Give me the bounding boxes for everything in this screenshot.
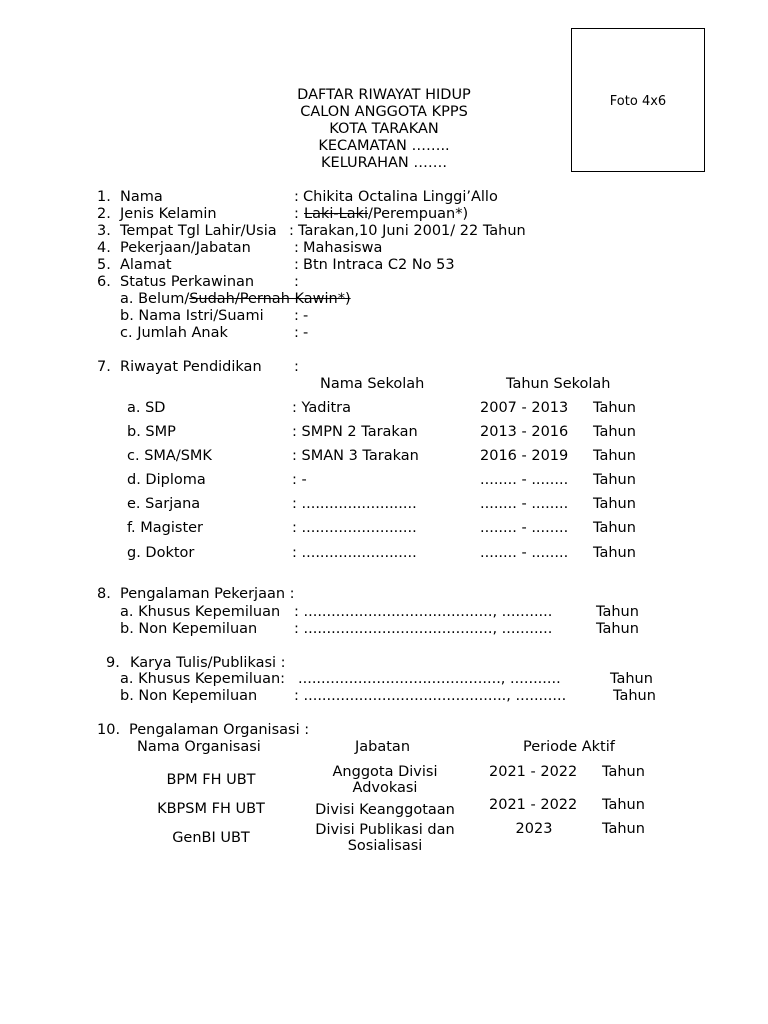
column-header-period: Periode Aktif [523, 739, 615, 755]
section-title-publications: Karya Tulis/Publikasi : [130, 655, 286, 671]
field-label-ttl: Tempat Tgl Lahir/Usia [120, 223, 277, 239]
education-unit: Tahun [593, 496, 636, 512]
education-level: c. SMA/SMK [127, 448, 212, 464]
education-level: g. Doktor [127, 545, 195, 561]
education-unit: Tahun [593, 448, 636, 464]
education-years: 2007 - 2013 [480, 400, 569, 416]
column-header-role: Jabatan [355, 739, 411, 755]
org-role-line: Divisi Keanggotaan [315, 802, 455, 818]
separator: : [294, 240, 299, 256]
field-value-children: - [303, 325, 309, 341]
field-label-children: c. Jumlah Anak [120, 325, 228, 341]
education-years: ........ - ........ [480, 496, 569, 512]
education-level: f. Magister [127, 520, 204, 536]
field-value-nama: Chikita Octalina Linggi’Allo [303, 189, 498, 205]
section-title-work: Pengalaman Pekerjaan : [120, 586, 295, 602]
publication-unit-b: Tahun [613, 688, 656, 704]
org-unit: Tahun [602, 821, 645, 837]
separator: : [294, 274, 299, 290]
education-unit: Tahun [593, 520, 636, 536]
status-a-label: a. Belum/ [120, 291, 190, 307]
org-name: GenBI UBT [172, 830, 250, 846]
education-years: ........ - ........ [480, 472, 569, 488]
education-level: a. SD [127, 400, 166, 416]
separator: : [294, 359, 299, 375]
item-number: 9. [106, 655, 120, 671]
education-school: : Yaditra [292, 400, 352, 416]
education-years: ........ - ........ [480, 545, 569, 561]
section-title-organization: Pengalaman Organisasi : [129, 722, 310, 738]
education-years: ........ - ........ [480, 520, 569, 536]
work-unit-b: Tahun [596, 621, 639, 637]
education-school: : ......................... [292, 520, 417, 536]
org-role [305, 822, 465, 854]
education-school: : - [292, 472, 307, 488]
item-number: 1. [97, 189, 111, 205]
education-school: : ......................... [292, 545, 417, 561]
status-option-a [120, 291, 351, 308]
education-years: 2016 - 2019 [480, 448, 569, 464]
education-years: 2013 - 2016 [480, 424, 569, 440]
item-number: 8. [97, 586, 111, 602]
separator: : [294, 257, 299, 273]
field-label-spouse: b. Nama Istri/Suami [120, 308, 264, 324]
org-period: 2021 - 2022 [489, 797, 578, 813]
education-level: e. Sarjana [127, 496, 201, 512]
separator: : [294, 206, 299, 222]
field-value-ttl: Tarakan,10 Juni 2001/ 22 Tahun [298, 223, 526, 239]
header-city: KOTA TARAKAN [329, 121, 439, 137]
work-label-a: a. Khusus Kepemiluan [120, 604, 281, 620]
work-value-a: : ........................................., ........... [294, 604, 553, 620]
column-header-school: Nama Sekolah [320, 376, 425, 392]
field-label-jenis-kelamin: Jenis Kelamin [120, 206, 217, 222]
publication-unit-a: Tahun [610, 671, 653, 687]
work-label-b: b. Non Kepemiluan [120, 621, 258, 637]
publication-value-b: : ............................................, ........... [294, 688, 567, 704]
org-unit: Tahun [602, 797, 645, 813]
item-number: 2. [97, 206, 111, 222]
education-unit: Tahun [593, 472, 636, 488]
org-role-line: Advokasi [352, 780, 418, 796]
item-number: 10. [97, 722, 121, 738]
work-value-b: : ........................................., ........... [294, 621, 553, 637]
struck-text: Laki-Laki [304, 206, 369, 222]
field-label-nama: Nama [120, 189, 163, 205]
education-level: d. Diploma [127, 472, 206, 488]
field-value-alamat: Btn Intraca C2 No 53 [303, 257, 455, 273]
org-period: 2023 [515, 821, 553, 837]
education-school: : SMAN 3 Tarakan [292, 448, 419, 464]
education-unit: Tahun [593, 400, 636, 416]
publication-value-a: ............................................, ........... [298, 671, 561, 687]
org-role-line: Sosialisasi [347, 838, 423, 854]
field-label-pekerjaan: Pekerjaan/Jabatan [120, 240, 251, 256]
work-unit-a: Tahun [596, 604, 639, 620]
item-number: 3. [97, 223, 111, 239]
separator: : [294, 189, 299, 205]
education-school: : ......................... [292, 496, 417, 512]
org-name: BPM FH UBT [166, 772, 256, 788]
publication-label-b: b. Non Kepemiluan [120, 688, 258, 704]
education-level: b. SMP [127, 424, 176, 440]
education-unit: Tahun [593, 424, 636, 440]
header-district: KECAMATAN …….. [318, 138, 450, 154]
header-subtitle: CALON ANGGOTA KPPS [300, 104, 468, 120]
org-name: KBPSM FH UBT [157, 801, 265, 817]
section-title-education: Riwayat Pendidikan [120, 359, 262, 375]
column-header-org-name: Nama Organisasi [137, 739, 261, 755]
item-number: 7. [97, 359, 111, 375]
org-role-line: Anggota Divisi [332, 764, 438, 780]
photo-label: Foto 4x6 [609, 94, 667, 109]
education-school: : SMPN 2 Tarakan [292, 424, 418, 440]
separator: : [294, 308, 299, 324]
header-title: DAFTAR RIWAYAT HIDUP [297, 87, 471, 103]
item-number: 6. [97, 274, 111, 290]
separator: : [289, 223, 294, 239]
separator: : [294, 325, 299, 341]
org-role-line: Divisi Publikasi dan [315, 822, 455, 838]
item-number: 5. [97, 257, 111, 273]
gender-value: /Perempuan*) [368, 206, 469, 222]
org-unit: Tahun [602, 764, 645, 780]
column-header-year: Tahun Sekolah [506, 376, 611, 392]
org-role [305, 764, 465, 796]
education-unit: Tahun [593, 545, 636, 561]
org-role [305, 802, 465, 818]
field-value-jenis-kelamin [304, 206, 468, 223]
field-value-spouse: - [303, 308, 309, 324]
field-label-status: Status Perkawinan [120, 274, 255, 290]
item-number: 4. [97, 240, 111, 256]
field-value-pekerjaan: Mahasiswa [303, 240, 383, 256]
org-period: 2021 - 2022 [489, 764, 578, 780]
photo-box [571, 28, 705, 172]
publication-label-a: a. Khusus Kepemiluan: [120, 671, 286, 687]
field-label-alamat: Alamat [120, 257, 172, 273]
header-village: KELURAHAN ……. [321, 155, 447, 171]
struck-text: Sudah/Pernah Kawin*) [189, 291, 351, 307]
